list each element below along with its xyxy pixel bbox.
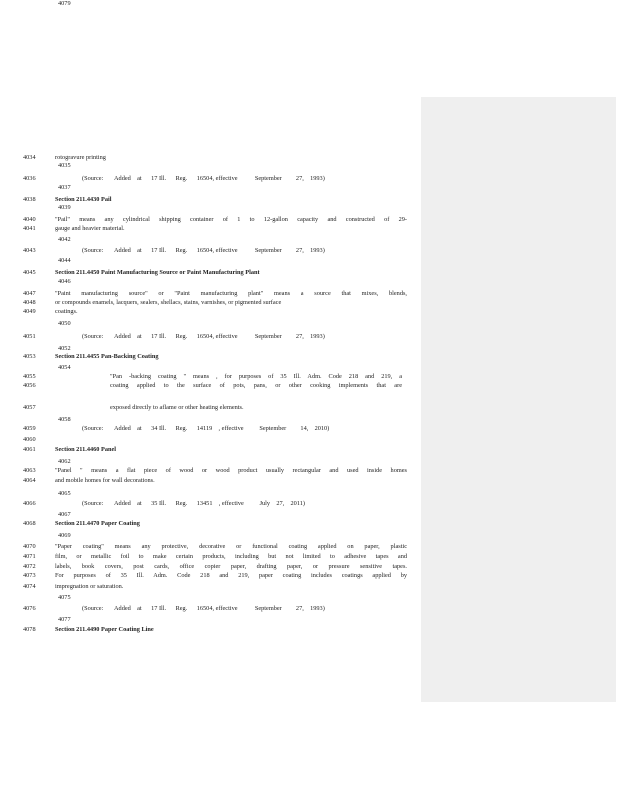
source-note: (Source: Added at 35 Ill. Reg. 13451 , effective July 27, 2011) — [82, 500, 305, 507]
line-number: 4035 — [58, 162, 71, 169]
line-number: 4043 — [23, 247, 36, 254]
source-note: (Source: Added at 17 Ill. Reg. 16504, effective September 27, 1993) — [82, 247, 325, 254]
line-number: 4062 — [58, 458, 71, 465]
line-number: 4048 — [23, 299, 36, 306]
line-number: 4045 — [23, 269, 36, 276]
source-note: (Source: Added at 17 Ill. Reg. 16504, effective September 27, 1993) — [82, 175, 325, 182]
body-text-line: "Pail" means any cylindrical shipping container of 1 to 12-gallon capacity and constructed of 29- — [55, 216, 407, 223]
comment-pane — [421, 97, 616, 702]
line-number: 4054 — [58, 364, 71, 371]
body-text-line: impregnation or saturation. — [55, 583, 124, 590]
line-number: 4076 — [23, 605, 36, 612]
body-text-line: rotogravure printing — [55, 154, 106, 161]
line-number: 4066 — [23, 500, 36, 507]
source-note: (Source: Added at 17 Ill. Reg. 16504, effective September 27, 1993) — [82, 333, 325, 340]
line-number: 4038 — [23, 196, 36, 203]
line-number: 4068 — [23, 520, 36, 527]
line-number: 4055 — [23, 373, 36, 380]
line-number: 4036 — [23, 175, 36, 182]
line-number: 4071 — [23, 553, 36, 560]
line-number: 4042 — [58, 236, 71, 243]
section-heading: Section 211.4455 Pan-Backing Coating — [55, 353, 159, 360]
line-number: 4053 — [23, 353, 36, 360]
line-number: 4060 — [23, 436, 36, 443]
indented-text-line: coating applied to the surface of pots, pans, or other cooking implements that are — [110, 382, 402, 389]
line-number: 4056 — [23, 382, 36, 389]
line-number: 4046 — [58, 278, 71, 285]
section-heading: Section 211.4460 Panel — [55, 446, 117, 453]
line-number: 4058 — [58, 416, 71, 423]
line-number: 4040 — [23, 216, 36, 223]
body-text-line: coatings. — [55, 308, 78, 315]
line-number: 4052 — [58, 345, 71, 352]
source-note: (Source: Added at 17 Ill. Reg. 16504, effective September 27, 1993) — [82, 605, 325, 612]
line-number: 4067 — [58, 511, 71, 518]
line-number: 4063 — [23, 467, 36, 474]
line-number: 4061 — [23, 446, 36, 453]
body-text-line: "Panel " means a flat piece of wood or wood product usually rectangular and used inside homes — [55, 467, 407, 474]
line-number: 4065 — [58, 490, 71, 497]
body-text-line: or compounds enamels, lacquers, sealers, shellacs, stains, varnishes, or pigmented surface — [55, 299, 282, 306]
line-number: 4041 — [23, 225, 36, 232]
section-heading: Section 211.4470 Paper Coating — [55, 520, 140, 527]
line-number: 4064 — [23, 477, 36, 484]
source-note: (Source: Added at 34 Ill. Reg. 14119 , effective September 14, 2010) — [82, 425, 330, 432]
line-number: 4069 — [58, 532, 71, 539]
line-number: 4057 — [23, 404, 36, 411]
section-heading: Section 211.4450 Paint Manufacturing Source or Paint Manufacturing Plant — [55, 269, 260, 276]
line-number: 4049 — [23, 308, 36, 315]
line-number: 4074 — [23, 583, 36, 590]
body-text-line: film, or metallic foil to make certain products, including but not limited to adhesive tapes and — [55, 553, 407, 560]
body-text-line: For purposes of 35 Ill. Adm. Code 218 and 219, paper coating includes coatings applied by — [55, 572, 407, 579]
line-number: 4051 — [23, 333, 36, 340]
line-number: 4079 — [58, 0, 71, 7]
line-number: 4050 — [58, 320, 71, 327]
body-text-line: gauge and heavier material. — [55, 225, 125, 232]
line-number: 4037 — [58, 184, 71, 191]
line-number: 4039 — [58, 204, 71, 211]
indented-text-line: exposed directly to aflame or other heating elements. — [110, 404, 244, 411]
section-heading: Section 211.4430 Pail — [55, 196, 112, 203]
line-number: 4078 — [23, 626, 36, 633]
line-number: 4075 — [58, 594, 71, 601]
line-number: 4072 — [23, 563, 36, 570]
line-number: 4077 — [58, 616, 71, 623]
line-number: 4059 — [23, 425, 36, 432]
indented-text-line: "Pan -backing coating " means , for purposes of 35 Ill. Adm. Code 218 and 219, a — [110, 373, 402, 380]
body-text-line: "Paint manufacturing source" or "Paint manufacturing plant" means a source that mixes, blends, — [55, 290, 407, 297]
body-text-line: and mobile homes for wall decorations. — [55, 477, 155, 484]
line-number: 4044 — [58, 257, 71, 264]
line-number: 4047 — [23, 290, 36, 297]
section-heading: Section 211.4490 Paper Coating Line — [55, 626, 154, 633]
line-number: 4073 — [23, 572, 36, 579]
line-number: 4034 — [23, 154, 36, 161]
body-text-line: labels, book covers, post cards, office copier paper, drafting paper, or pressure sensitive tapes. — [55, 563, 407, 570]
line-number: 4070 — [23, 543, 36, 550]
body-text-line: "Paper coating" means any protective, decorative or functional coating applied on paper, plastic — [55, 543, 407, 550]
